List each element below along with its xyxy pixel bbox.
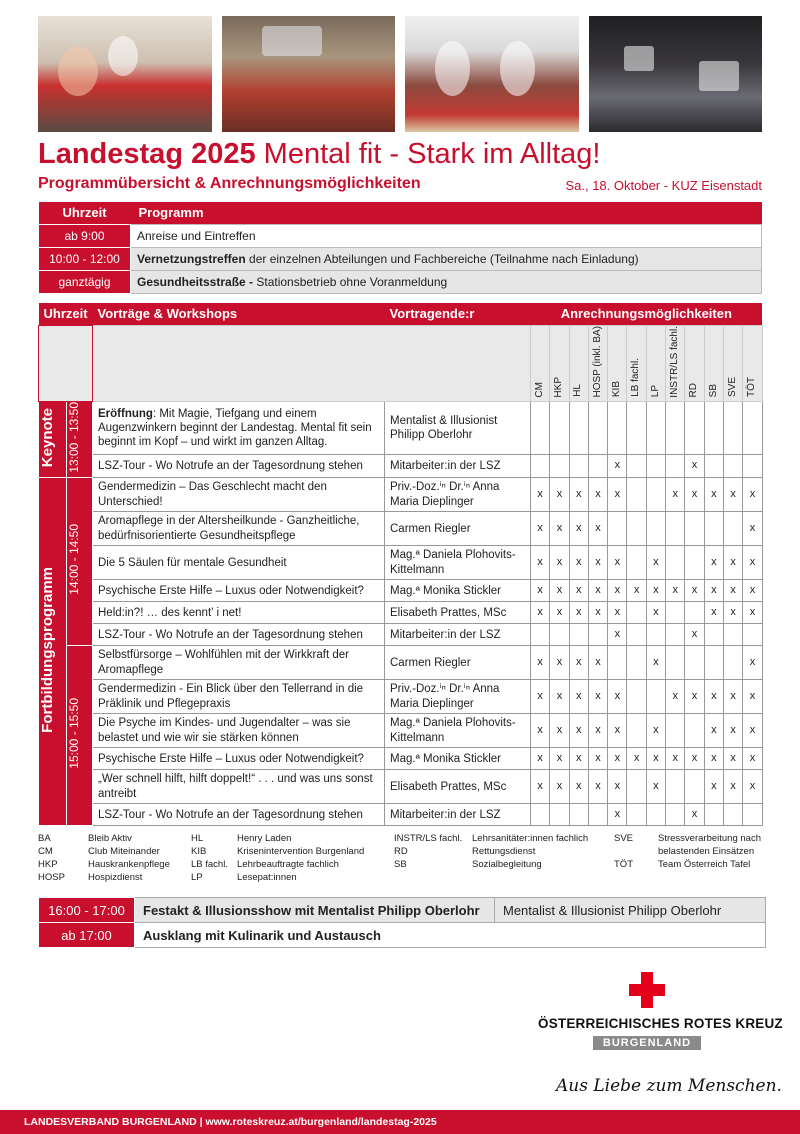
schedule-row: ab 9:00 Anreise und Eintreffen — [39, 224, 762, 247]
credit-mark — [646, 624, 665, 646]
credit-mark — [627, 546, 646, 580]
credit-mark — [588, 624, 607, 646]
credit-mark: x — [723, 602, 742, 624]
col-speaker: Vortragende:r — [385, 303, 531, 325]
talk-title: Psychische Erste Hilfe – Luxus oder Notwendigkeit? — [93, 580, 385, 602]
program-table — [38, 303, 763, 826]
credit-mark: x — [608, 624, 627, 646]
speaker: Elisabeth Prattes, MSc — [385, 770, 531, 804]
credit-mark — [531, 804, 550, 826]
credit-mark: x — [569, 770, 588, 804]
credit-mark: x — [666, 580, 685, 602]
credit-mark: x — [608, 770, 627, 804]
speaker: Carmen Riegler — [385, 512, 531, 546]
credit-mark — [743, 455, 762, 478]
page-title: Landestag 2025 Mental fit - Stark im Alltag! — [38, 138, 601, 170]
credit-mark: x — [723, 478, 742, 512]
credit-mark — [685, 646, 704, 680]
program-row — [39, 714, 763, 748]
credit-mark — [704, 624, 723, 646]
credit-mark: x — [569, 748, 588, 770]
credit-mark — [627, 680, 646, 714]
speaker: Mag.ª Daniela Plohovits-Kittelmann — [385, 546, 531, 580]
legend-item: LB fachl. Lehrbeauftragte fachlich — [191, 859, 339, 870]
credit-mark: x — [646, 714, 665, 748]
footer: LANDESVERBAND BURGENLAND | www.roteskreuz.at/burgenland/landestag-2025 — [0, 1110, 800, 1134]
credit-mark: x — [531, 770, 550, 804]
credit-mark: x — [550, 714, 569, 748]
speaker: Priv.-Doz.ⁱⁿ Dr.ⁱⁿ Anna Maria Dieplinger — [385, 478, 531, 512]
credit-mark: x — [627, 748, 646, 770]
legend-item: BA Bleib Aktiv — [38, 833, 132, 844]
legend-item: SB Sozialbegleitung — [394, 859, 542, 870]
legend-item: HKP Hauskrankenpflege — [38, 859, 170, 870]
credit-mark — [704, 646, 723, 680]
legend-item: CM Club Miteinander — [38, 846, 160, 857]
credit-mark — [608, 646, 627, 680]
event-row: ab 17:00 Ausklang mit Kulinarik und Austausch — [39, 923, 766, 948]
credit-mark — [569, 624, 588, 646]
credit-mark — [704, 455, 723, 478]
program-row — [39, 770, 763, 804]
speaker: Mitarbeiter:in der LSZ — [385, 624, 531, 646]
credit-mark — [704, 804, 723, 826]
credit-mark: x — [685, 624, 704, 646]
credit-mark: x — [531, 512, 550, 546]
credit-mark: x — [550, 602, 569, 624]
section-keynote: Keynote — [39, 402, 67, 478]
credit-mark — [743, 624, 762, 646]
credit-mark — [646, 512, 665, 546]
credit-mark — [531, 402, 550, 455]
credit-mark: x — [569, 478, 588, 512]
credit-mark: x — [743, 546, 762, 580]
credit-column-label: CM — [531, 325, 550, 402]
credit-column-label: SB — [704, 325, 723, 402]
speaker: Mag.ª Daniela Plohovits-Kittelmann — [385, 714, 531, 748]
photo-deck-chairs — [405, 16, 579, 132]
credit-mark — [666, 602, 685, 624]
credit-mark: x — [743, 478, 762, 512]
talk-title: LSZ-Tour - Wo Notrufe an der Tagesordnung stehen — [93, 455, 385, 478]
credit-mark: x — [608, 714, 627, 748]
credit-mark — [666, 714, 685, 748]
schedule-table — [38, 202, 762, 294]
credit-column-label: SVE — [723, 325, 742, 402]
talk-title: Aromapflege in der Altersheilkunde - Ganzheitliche, bedürfnisorientierte Gesundheitspflege — [93, 512, 385, 546]
talk-title: LSZ-Tour - Wo Notrufe an der Tagesordnung stehen — [93, 624, 385, 646]
credit-mark — [627, 804, 646, 826]
slogan: Aus Liebe zum Menschen. — [556, 1076, 782, 1096]
credit-mark — [723, 804, 742, 826]
program-row — [39, 512, 763, 546]
talk-title: Die Psyche im Kindes- und Jugendalter – was sie belastet und wie wir sie stärken können — [93, 714, 385, 748]
credit-mark — [685, 512, 704, 546]
credit-column-label: HKP — [550, 325, 569, 402]
credit-column-label: KIB — [608, 325, 627, 402]
credit-mark — [627, 770, 646, 804]
program-row — [39, 804, 763, 826]
credit-mark — [666, 804, 685, 826]
credit-mark: x — [550, 580, 569, 602]
speaker: Mitarbeiter:in der LSZ — [385, 455, 531, 478]
credit-mark: x — [588, 512, 607, 546]
credit-mark: x — [588, 580, 607, 602]
credit-mark: x — [608, 580, 627, 602]
credit-mark — [666, 546, 685, 580]
credit-mark: x — [588, 680, 607, 714]
talk-title: Held:in?! … des kennt’ i net! — [93, 602, 385, 624]
credit-mark: x — [550, 512, 569, 546]
program-row — [39, 402, 763, 455]
legend-item: INSTR/LS fachl. Lehrsanitäter:innen fachlich — [394, 833, 589, 844]
credit-mark: x — [550, 646, 569, 680]
credit-mark: x — [704, 546, 723, 580]
col-time: Uhrzeit — [39, 303, 93, 325]
red-cross-icon — [629, 972, 665, 1008]
credit-mark: x — [531, 714, 550, 748]
credit-mark — [627, 512, 646, 546]
program-row — [39, 455, 763, 478]
credit-mark: x — [588, 646, 607, 680]
credit-mark — [723, 646, 742, 680]
credit-mark — [646, 478, 665, 512]
credit-mark: x — [646, 580, 665, 602]
credit-mark — [646, 455, 665, 478]
credit-mark — [723, 512, 742, 546]
credit-mark: x — [704, 602, 723, 624]
credit-mark: x — [704, 770, 723, 804]
credit-mark — [743, 804, 762, 826]
credit-mark: x — [704, 714, 723, 748]
credit-mark: x — [531, 748, 550, 770]
credit-mark: x — [569, 680, 588, 714]
credit-mark: x — [531, 580, 550, 602]
legend-item: SVE Stressverarbeitung nach — [614, 833, 761, 844]
credit-mark: x — [704, 680, 723, 714]
credit-mark: x — [666, 680, 685, 714]
credit-mark: x — [588, 602, 607, 624]
credit-mark: x — [550, 478, 569, 512]
org-name: ÖSTERREICHISCHES ROTES KREUZ — [538, 1016, 783, 1031]
credit-mark: x — [588, 714, 607, 748]
credit-mark: x — [608, 602, 627, 624]
credit-mark: x — [550, 680, 569, 714]
credit-mark: x — [550, 770, 569, 804]
credit-mark — [531, 624, 550, 646]
legend-column — [614, 833, 761, 872]
credit-mark: x — [569, 714, 588, 748]
region-badge: BURGENLAND — [593, 1036, 701, 1050]
event-row: 16:00 - 17:00 Festakt & Illusionsshow mit Mentalist Philipp Oberlohr Mentalist & Illusionist Philipp Oberlohr — [39, 898, 766, 923]
credit-mark — [627, 402, 646, 455]
col-program: Programm — [131, 202, 762, 224]
credit-mark — [569, 804, 588, 826]
photo-lecture-hall — [222, 16, 396, 132]
credit-mark — [704, 512, 723, 546]
section-fortbildung: Fortbildungsprogramm — [39, 478, 67, 826]
legend-column — [38, 833, 170, 885]
credit-mark: x — [743, 770, 762, 804]
credit-mark — [685, 546, 704, 580]
speaker: Mag.ª Monika Stickler — [385, 580, 531, 602]
credit-mark — [627, 624, 646, 646]
credit-mark: x — [627, 580, 646, 602]
program-row — [39, 546, 763, 580]
talk-title: Die 5 Säulen für mentale Gesundheit — [93, 546, 385, 580]
speaker: Mitarbeiter:in der LSZ — [385, 804, 531, 826]
credit-mark: x — [666, 748, 685, 770]
speaker: Elisabeth Prattes, MSc — [385, 602, 531, 624]
credit-mark: x — [685, 680, 704, 714]
credit-mark: x — [743, 680, 762, 714]
credit-mark — [646, 680, 665, 714]
legend-column — [394, 833, 588, 872]
credit-mark: x — [608, 455, 627, 478]
credit-mark — [608, 512, 627, 546]
credit-mark: x — [608, 804, 627, 826]
talk-title: LSZ-Tour - Wo Notrufe an der Tagesordnung stehen — [93, 804, 385, 826]
credit-mark: x — [531, 478, 550, 512]
credit-column-label: LB fachl. — [627, 325, 646, 402]
credit-column-label: HL — [569, 325, 588, 402]
photo-audience — [38, 16, 212, 132]
credit-mark: x — [743, 714, 762, 748]
credit-mark — [531, 455, 550, 478]
credit-mark: x — [704, 478, 723, 512]
credit-column-label: INSTR/LS fachl. — [666, 325, 685, 402]
talk-title: Eröffnung: Mit Magie, Tiefgang und einem Augenzwinkern beginnt der Landestag. Mental fit sein beginnt im Kopf – und wirkt im ganzen Alltag. — [93, 402, 385, 455]
credit-mark: x — [608, 748, 627, 770]
legend-item: RD Rettungsdienst — [394, 846, 536, 857]
credit-mark: x — [608, 546, 627, 580]
credit-mark — [704, 402, 723, 455]
credit-mark: x — [531, 546, 550, 580]
credit-mark: x — [743, 512, 762, 546]
credit-mark — [723, 402, 742, 455]
credit-mark: x — [723, 680, 742, 714]
credit-mark: x — [685, 804, 704, 826]
credit-mark: x — [588, 748, 607, 770]
credit-mark — [646, 804, 665, 826]
speaker: Mag.ª Monika Stickler — [385, 748, 531, 770]
credit-mark: x — [743, 602, 762, 624]
credit-mark — [666, 455, 685, 478]
credit-mark — [627, 478, 646, 512]
credit-mark: x — [569, 602, 588, 624]
credit-mark — [685, 402, 704, 455]
speaker: Mentalist & Illusionist Philipp Oberlohr — [385, 402, 531, 455]
credit-mark — [588, 402, 607, 455]
photo-strip — [38, 16, 762, 132]
credit-mark: x — [646, 646, 665, 680]
credit-mark — [666, 624, 685, 646]
program-row — [39, 646, 763, 680]
credit-mark — [666, 402, 685, 455]
credit-mark — [627, 602, 646, 624]
red-cross-logo — [538, 972, 783, 1051]
credit-mark: x — [531, 680, 550, 714]
credit-mark: x — [569, 546, 588, 580]
credit-mark: x — [743, 748, 762, 770]
col-talks: Vorträge & Workshops — [93, 303, 385, 325]
time-keynote: 13:00 - 13:50 — [67, 402, 93, 478]
credit-mark: x — [588, 546, 607, 580]
credit-mark: x — [531, 646, 550, 680]
credit-mark: x — [723, 546, 742, 580]
program-row — [39, 580, 763, 602]
credit-mark — [685, 602, 704, 624]
credit-mark — [723, 624, 742, 646]
credit-mark: x — [550, 748, 569, 770]
talk-title: Gendermedizin – Das Geschlecht macht den Unterschied! — [93, 478, 385, 512]
program-row — [39, 680, 763, 714]
talk-title: Selbstfürsorge – Wohlfühlen mit der Wirkkraft der Aromapflege — [93, 646, 385, 680]
credit-mark: x — [685, 478, 704, 512]
credit-mark: x — [723, 770, 742, 804]
speaker: Priv.-Doz.ⁱⁿ Dr.ⁱⁿ Anna Maria Dieplinger — [385, 680, 531, 714]
legend-column — [191, 833, 364, 885]
credit-mark: x — [608, 680, 627, 714]
credit-mark — [627, 714, 646, 748]
credit-mark — [588, 455, 607, 478]
credit-mark — [569, 402, 588, 455]
credit-mark — [608, 402, 627, 455]
credit-mark: x — [646, 770, 665, 804]
credit-mark: x — [723, 580, 742, 602]
credit-mark: x — [569, 580, 588, 602]
credit-mark: x — [569, 512, 588, 546]
legend-item: TÖT Team Österreich Tafel — [614, 859, 751, 870]
credit-mark — [550, 804, 569, 826]
credit-mark: x — [723, 714, 742, 748]
credit-mark: x — [704, 580, 723, 602]
schedule-row: 10:00 - 12:00 Vernetzungstreffen der einzelnen Abteilungen und Fachbereiche (Teilnahme nach Einladung) — [39, 247, 762, 270]
credit-mark — [666, 512, 685, 546]
credit-mark: x — [569, 646, 588, 680]
credit-mark: x — [685, 455, 704, 478]
credit-mark — [588, 804, 607, 826]
credit-mark: x — [685, 580, 704, 602]
credit-mark: x — [531, 602, 550, 624]
credit-mark: x — [685, 748, 704, 770]
credit-mark: x — [550, 546, 569, 580]
credit-mark: x — [608, 478, 627, 512]
legend-item: HOSP Hospizdienst — [38, 872, 143, 883]
credit-mark — [666, 646, 685, 680]
schedule-row: ganztägig Gesundheitsstraße - Stationsbetrieb ohne Voranmeldung — [39, 270, 762, 293]
legend-item: LP Lesepat:innen — [191, 872, 297, 883]
time-slot-1: 14:00 - 14:50 — [67, 478, 93, 646]
credit-mark: x — [588, 478, 607, 512]
credit-column-label: TÖT — [743, 325, 762, 402]
credit-mark: x — [646, 546, 665, 580]
credit-mark: x — [646, 748, 665, 770]
talk-title: Psychische Erste Hilfe – Luxus oder Notwendigkeit? — [93, 748, 385, 770]
program-row — [39, 478, 763, 512]
credit-column-label: LP — [646, 325, 665, 402]
program-row — [39, 624, 763, 646]
credit-mark: x — [588, 770, 607, 804]
date-location: Sa., 18. Oktober - KUZ Eisenstadt — [565, 178, 762, 193]
credit-mark — [550, 402, 569, 455]
legend-item: HL Henry Laden — [191, 833, 292, 844]
credit-mark: x — [743, 646, 762, 680]
legend-item: KIB Krisenintervention Burgenland — [191, 846, 365, 857]
talk-title: „Wer schnell hilft, hilft doppelt!“ . . . und was uns sonst antreibt — [93, 770, 385, 804]
col-time: Uhrzeit — [39, 202, 131, 224]
credit-mark — [646, 402, 665, 455]
credit-mark: x — [704, 748, 723, 770]
photo-mentalist — [589, 16, 763, 132]
credit-column-label: RD — [685, 325, 704, 402]
credit-mark — [743, 402, 762, 455]
page-subtitle: Programmübersicht & Anrechnungsmöglichkeiten — [38, 175, 421, 192]
col-credits: Anrechnungsmöglichkeiten — [531, 303, 763, 325]
credit-mark — [723, 455, 742, 478]
credit-mark — [550, 455, 569, 478]
legend-item: belastenden Einsätzen — [658, 846, 755, 857]
credit-mark: x — [666, 478, 685, 512]
credit-mark: x — [723, 748, 742, 770]
program-row — [39, 602, 763, 624]
speaker: Carmen Riegler — [385, 646, 531, 680]
time-slot-2: 15:00 - 15:50 — [67, 646, 93, 826]
credit-column-label: HOSP (inkl. BA) — [588, 325, 607, 402]
credit-mark — [666, 770, 685, 804]
credit-mark — [627, 455, 646, 478]
talk-title: Gendermedizin - Ein Blick über den Tellerrand in die Präklinik und Pflegepraxis — [93, 680, 385, 714]
credit-mark — [569, 455, 588, 478]
credit-mark — [627, 646, 646, 680]
credit-mark — [685, 714, 704, 748]
credit-mark: x — [743, 580, 762, 602]
credit-mark — [550, 624, 569, 646]
evening-table — [38, 897, 766, 948]
credit-mark: x — [646, 602, 665, 624]
program-row — [39, 748, 763, 770]
credit-mark — [685, 770, 704, 804]
